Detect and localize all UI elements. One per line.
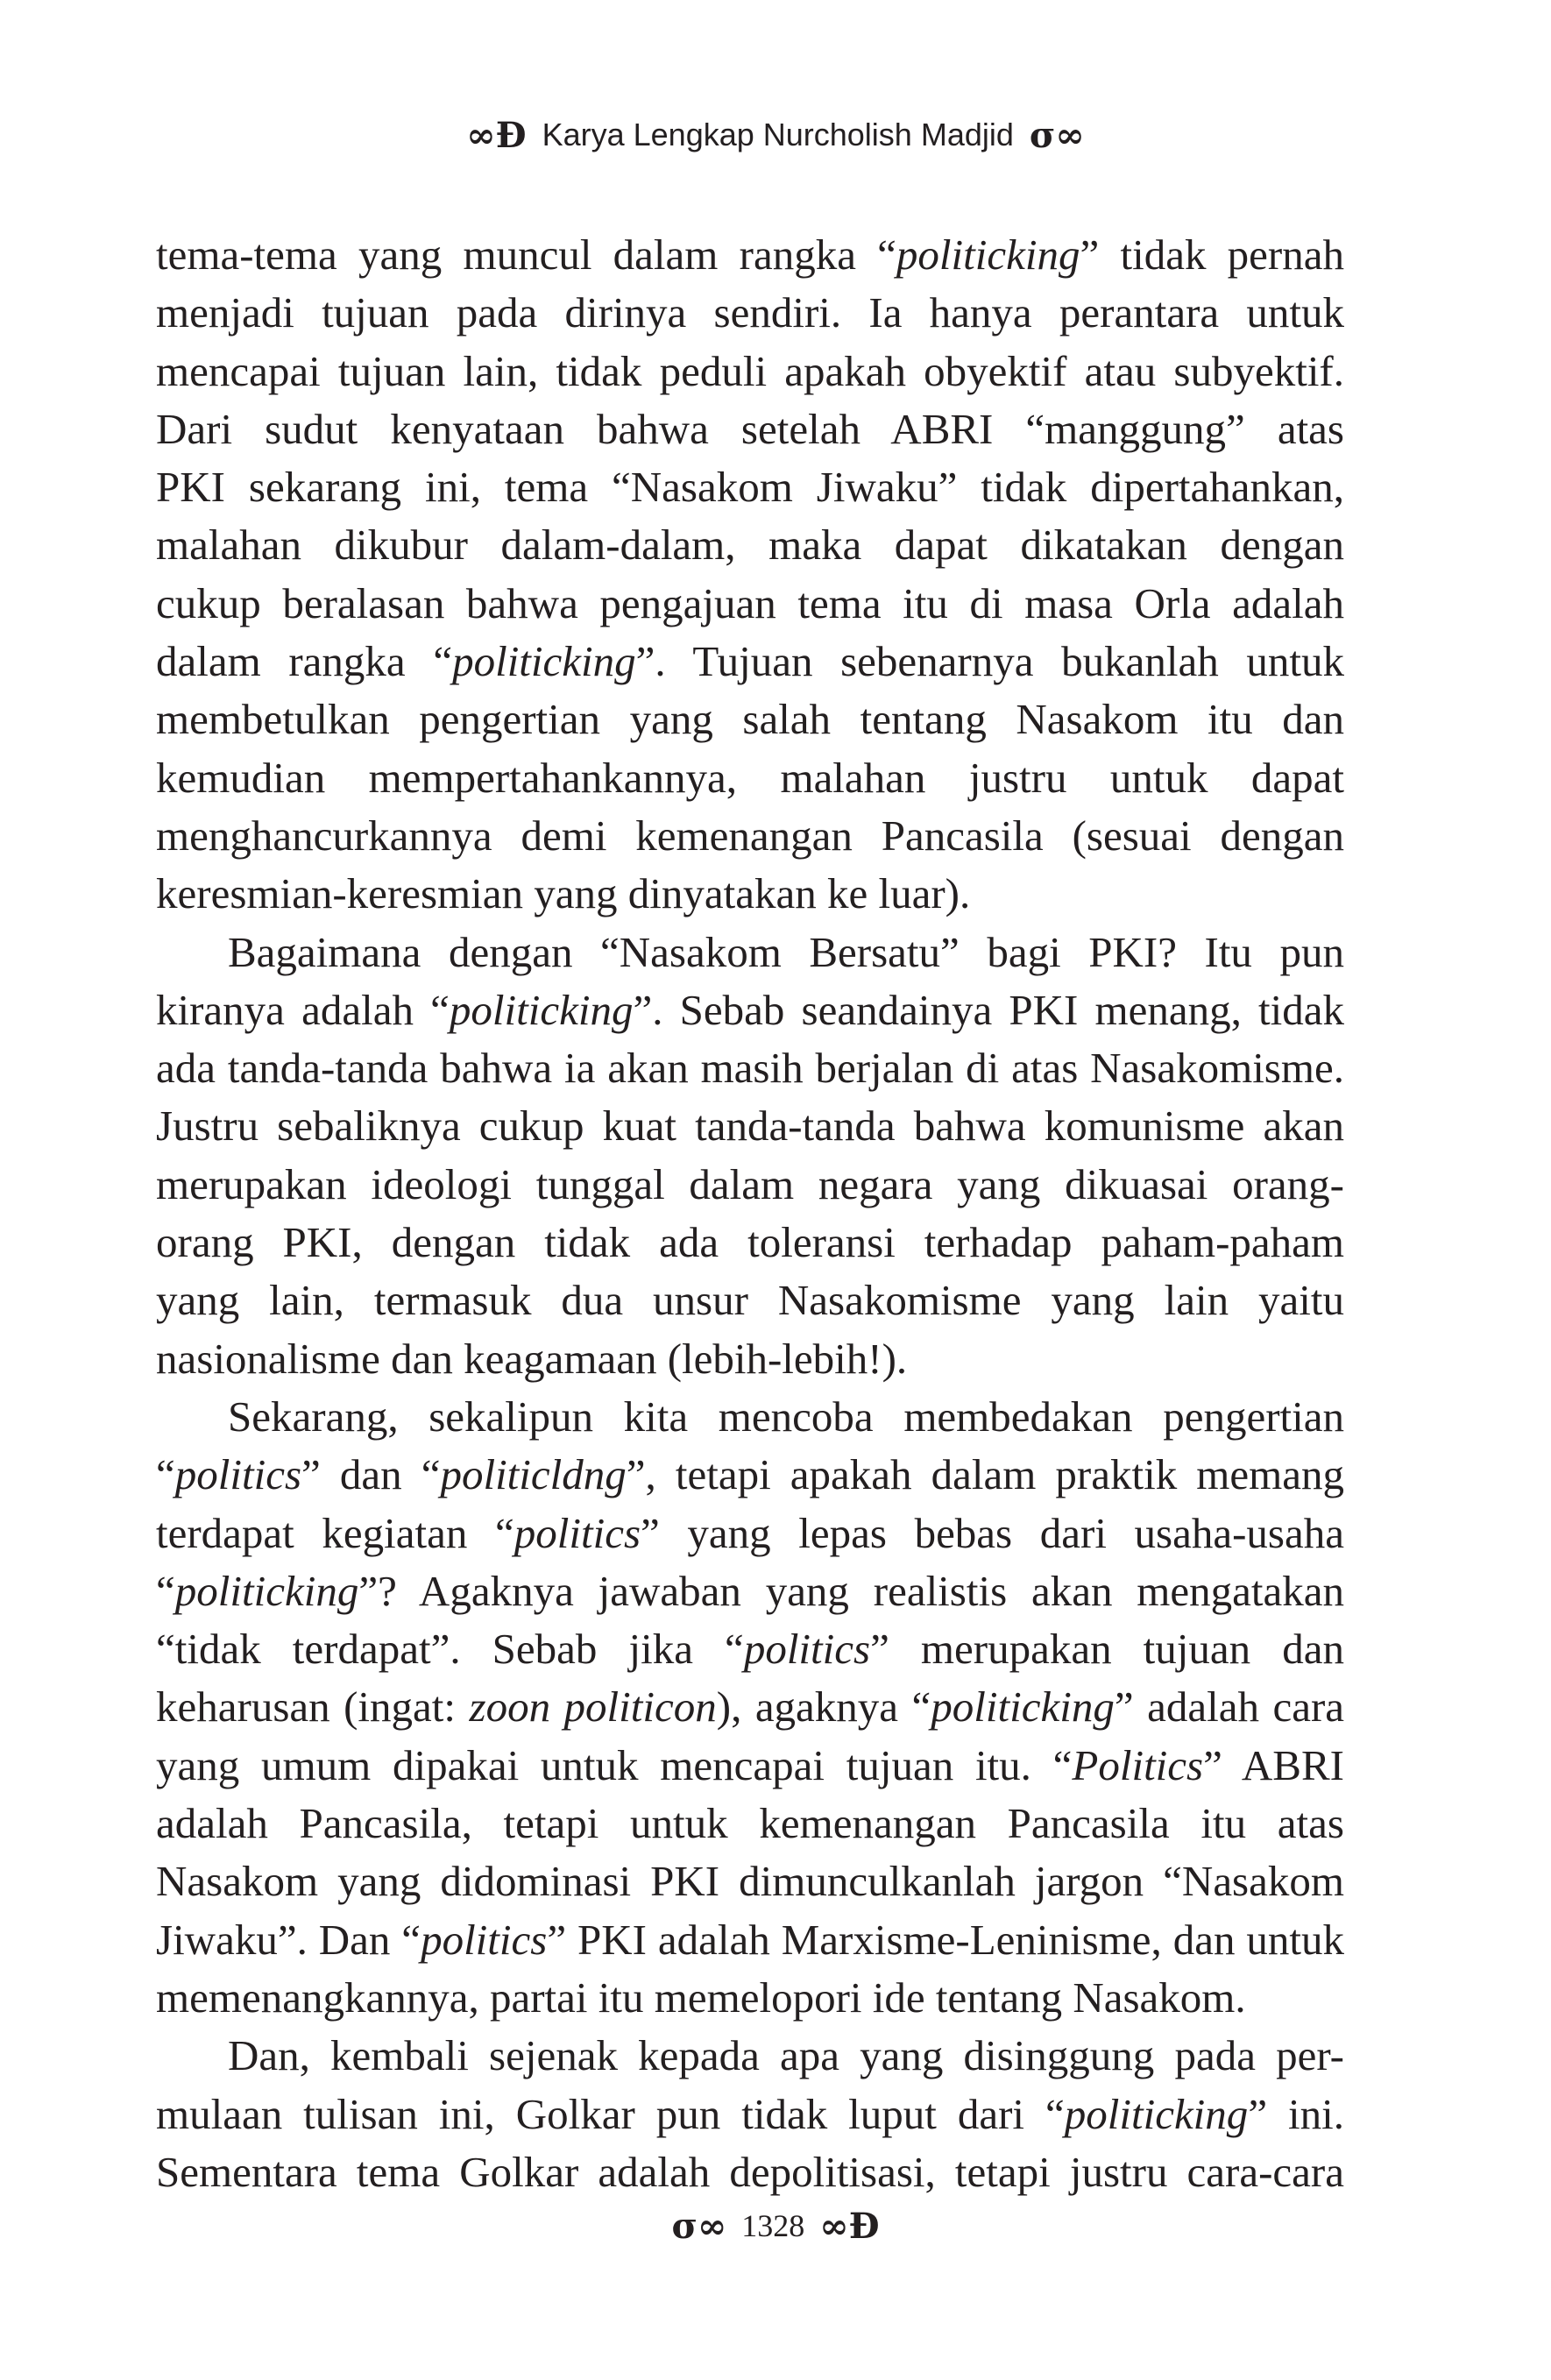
text-line <box>156 400 1344 458</box>
text-line <box>156 1271 1344 1329</box>
text-line <box>156 749 1344 807</box>
italic-term: politicking <box>449 985 634 1034</box>
italic-term: zoon politicon <box>469 1682 717 1732</box>
text-segment: ” merupakan tujuan dan <box>870 1625 1344 1674</box>
text-segment: yang lain, termasuk dua unsur Nasakomisme yang lain yaitu <box>156 1276 1344 1325</box>
text-segment: ” PKI adalah Marxisme-Leninisme, dan untuk <box>547 1915 1344 1964</box>
text-segment: Dan, kembali sejenak kepada apa yang disinggung pada per- <box>228 2031 1344 2080</box>
text-segment: mulaan tulisan ini, Golkar pun tidak luput dari “ <box>156 2089 1065 2138</box>
text-segment: “ <box>156 1566 175 1615</box>
text-segment: Nasakom yang didominasi PKI dimunculkanlah jargon “Nasakom <box>156 1857 1344 1906</box>
text-line <box>156 1620 1344 1678</box>
text-segment: ” yang lepas bebas dari usaha-usaha <box>641 1508 1344 1557</box>
text-segment: Bagaimana dengan “Nasakom Bersatu” bagi PKI? Itu pun <box>228 927 1344 976</box>
text-line <box>156 1678 1344 1736</box>
text-line <box>156 924 1344 981</box>
text-line <box>156 1446 1344 1504</box>
text-segment: merupakan ideologi tunggal dalam negara yang dikuasai orang- <box>156 1159 1344 1208</box>
text-segment: Sekarang, sekalipun kita mencoba membedakan pengertian <box>228 1392 1344 1441</box>
text-segment: yang umum dipakai untuk mencapai tujuan itu. “ <box>156 1740 1073 1789</box>
body-text <box>156 226 1344 2201</box>
text-segment: menjadi tujuan pada dirinya sendiri. Ia hanya perantara untuk <box>156 288 1344 337</box>
left-ornament-icon: σ∞ <box>671 2206 727 2247</box>
text-line <box>156 1214 1344 1271</box>
text-line <box>156 2086 1344 2143</box>
italic-term: politics <box>174 1450 302 1499</box>
text-line <box>156 458 1344 516</box>
text-line <box>156 981 1344 1039</box>
text-line <box>156 633 1344 691</box>
text-line <box>156 1737 1344 1795</box>
text-segment: Dari sudut kenyataan bahwa setelah ABRI “manggung” atas <box>156 404 1344 453</box>
text-segment: ” tidak pernah <box>1080 230 1344 279</box>
left-ornament-icon: ∞Ɖ <box>466 115 527 156</box>
text-line <box>156 1388 1344 1446</box>
text-segment: PKI sekarang ini, tema “Nasakom Jiwaku” tidak dipertahankan, <box>156 463 1344 512</box>
running-header <box>0 114 1551 157</box>
text-segment: tema-tema yang muncul dalam rangka “ <box>156 230 896 279</box>
text-line <box>156 807 1344 865</box>
text-segment: keharusan (ingat: <box>156 1682 470 1732</box>
text-line <box>156 1156 1344 1214</box>
text-segment: malahan dikubur dalam-dalam, maka dapat dikatakan dengan <box>156 521 1344 570</box>
text-segment: kemudian mempertahankannya, malahan justru untuk dapat <box>156 753 1344 802</box>
italic-term: politicking <box>174 1566 359 1615</box>
text-line <box>156 284 1344 342</box>
text-segment: ” ini. <box>1248 2089 1344 2138</box>
text-line <box>156 226 1344 284</box>
page-number: 1328 <box>741 2208 805 2243</box>
text-segment: ”. Tujuan sebenarnya bukanlah untuk <box>635 637 1344 686</box>
text-segment: keresmian-keresmian yang dinyatakan ke luar). <box>156 869 971 918</box>
text-line <box>156 2027 1344 2085</box>
text-segment: cukup beralasan bahwa pengajuan tema itu di masa Orla adalah <box>156 578 1344 627</box>
text-line <box>156 691 1344 748</box>
right-ornament-icon: ∞Ɖ <box>819 2206 880 2247</box>
text-segment: Jiwaku”. Dan “ <box>156 1915 421 1964</box>
text-line <box>156 1795 1344 1852</box>
text-line <box>156 1505 1344 1562</box>
text-line <box>156 1969 1344 2027</box>
text-line <box>156 2143 1344 2201</box>
text-segment: terdapat kegiatan “ <box>156 1508 514 1557</box>
text-line <box>156 1562 1344 1620</box>
text-segment: ”? Agaknya jawaban yang realistis akan mengatakan <box>358 1566 1344 1615</box>
text-segment: ), agaknya “ <box>716 1682 931 1732</box>
text-segment: “tidak terdapat”. Sebab jika “ <box>156 1625 744 1674</box>
italic-term: politicking <box>896 230 1080 279</box>
text-segment: membetulkan pengertian yang salah tentang Nasakom itu dan <box>156 695 1344 744</box>
italic-term: Politics <box>1072 1740 1204 1789</box>
text-segment: orang PKI, dengan tidak ada toleransi terhadap paham-paham <box>156 1218 1344 1267</box>
text-line <box>156 516 1344 574</box>
italic-term: politics <box>421 1915 548 1964</box>
text-segment: nasionalisme dan keagamaan (lebih-lebih!). <box>156 1334 908 1383</box>
text-segment: ” ABRI <box>1203 1740 1344 1789</box>
text-segment: adalah Pancasila, tetapi untuk kemenangan Pancasila itu atas <box>156 1799 1344 1848</box>
text-segment: Justru sebaliknya cukup kuat tanda-tanda bahwa komunisme akan <box>156 1101 1344 1151</box>
italic-term: politics <box>513 1508 641 1557</box>
italic-term: politicking <box>931 1682 1115 1732</box>
text-line <box>156 1852 1344 1910</box>
text-line <box>156 575 1344 633</box>
text-segment: ” dan “ <box>301 1450 441 1499</box>
italic-term: politicking <box>452 637 636 686</box>
text-segment: ”. Sebab seandainya PKI menang, tidak <box>633 985 1344 1034</box>
text-segment: dalam rangka “ <box>156 637 453 686</box>
text-segment: kiranya adalah “ <box>156 985 450 1034</box>
text-segment: ada tanda-tanda bahwa ia akan masih berjalan di atas Nasakomisme. <box>156 1044 1344 1093</box>
text-line <box>156 1097 1344 1155</box>
text-line <box>156 1039 1344 1097</box>
right-ornament-icon: σ∞ <box>1029 115 1085 156</box>
text-line <box>156 343 1344 400</box>
italic-term: politicldng <box>440 1450 627 1499</box>
text-line <box>156 1330 1344 1388</box>
text-segment: ”, tetapi apakah dalam praktik memang <box>626 1450 1345 1499</box>
text-segment: ” adalah cara <box>1114 1682 1345 1732</box>
italic-term: politicking <box>1064 2089 1249 2138</box>
book-title: Karya Lengkap Nurcholish Madjid <box>542 117 1014 152</box>
text-line <box>156 1911 1344 1969</box>
text-segment: memenangkannya, partai itu memelopori ide tentang Nasakom. <box>156 1973 1246 2022</box>
text-segment: menghancurkannya demi kemenangan Pancasila (sesuai dengan <box>156 811 1344 860</box>
text-segment: “ <box>156 1450 175 1499</box>
page-footer <box>0 2205 1551 2248</box>
text-segment: Sementara tema Golkar adalah depolitisasi, tetapi justru cara-cara <box>156 2147 1344 2196</box>
text-segment: mencapai tujuan lain, tidak peduli apakah obyektif atau subyektif. <box>156 346 1344 395</box>
italic-term: politics <box>743 1625 871 1674</box>
text-line <box>156 865 1344 923</box>
